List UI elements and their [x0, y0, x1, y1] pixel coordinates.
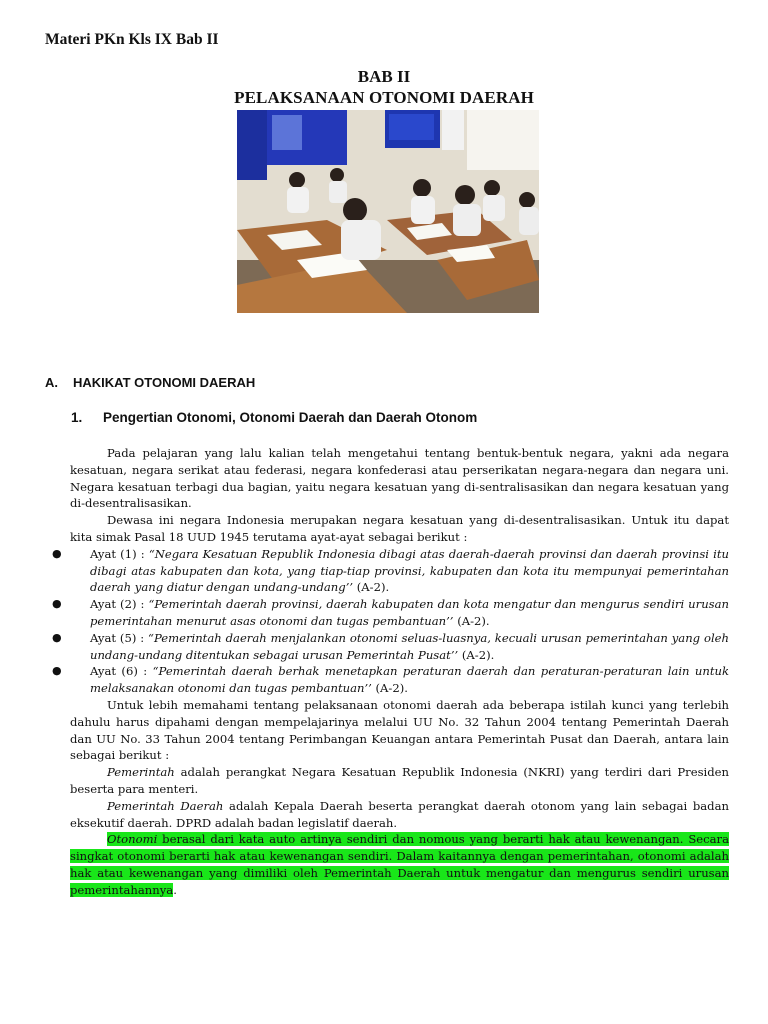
document-header: Materi PKn Kls IX Bab II	[45, 31, 219, 48]
list-item	[52, 630, 729, 664]
ayat-label: Ayat (1) :	[90, 546, 145, 561]
subsection-title: Pengertian Otonomi, Otonomi Daerah dan Daerah Otonom	[103, 410, 478, 425]
subsection-number: 1.	[71, 410, 83, 425]
ayat-label: Ayat (5) :	[90, 630, 145, 645]
definition-otonomi: berasal dari kata auto artinya sendiri dan nomous yang berarti hak atau kewenangan. Secara singkat otonomi berarti hak atau kewenangan sendiri. Dalam kaitannya dengan pemerintahan, otonomi adalah hak atau kewenangan yang dimiliki oleh Pemerintah Daerah untuk mengatur dan mengurus sendiri urusan pemerintahannya	[70, 832, 729, 897]
ayat-ref: (A-2).	[461, 647, 495, 662]
ayat-list	[52, 546, 729, 697]
classroom-photo	[237, 110, 539, 313]
ayat-text: “Pemerintah daerah berhak menetapkan peraturan daerah dan peraturan-peraturan lain untuk melaksanakan otonomi dan tugas pembantuan’’	[90, 664, 729, 696]
bullet-icon: ●	[52, 630, 62, 644]
section-a-heading	[45, 375, 255, 390]
ayat-ref: (A-2).	[356, 580, 390, 595]
paragraph-otonomi	[70, 831, 729, 898]
ayat-ref: (A-2).	[375, 681, 408, 696]
paragraph-1: Pada pelajaran yang lalu kalian telah mengetahui tentang bentuk-bentuk negara, yakni ada negara kesatuan, negara serikat atau federasi, negara konfederasi atau perserikatan negara-negara dan negara uni. Negara kesatuan terbagi dua bagian, yaitu negara kesatuan yang di-sentralisasikan dan negara kesatuan yang di-desentralisasikan.	[70, 446, 729, 511]
body-text	[52, 445, 729, 899]
section-letter: A.	[45, 375, 58, 390]
paragraph-pemerintah-daerah	[70, 798, 729, 832]
term-pemerintah-daerah: Pemerintah Daerah	[107, 798, 224, 813]
paragraph-2: Dewasa ini negara Indonesia merupakan negara kesatuan yang di-desentralisasikan. Untuk itu dapat kita simak Pasal 18 UUD 1945 terutama ayat-ayat sebagai berikut :	[70, 513, 729, 544]
chapter-title: PELAKSANAAN OTONOMI DAERAH	[234, 88, 534, 107]
bullet-icon: ●	[52, 664, 62, 678]
ayat-label: Ayat (6) :	[90, 664, 148, 679]
list-item	[52, 546, 729, 596]
bullet-icon: ●	[52, 597, 62, 611]
term-otonomi: Otonomi	[107, 832, 158, 847]
ayat-text: “Negara Kesatuan Republik Indonesia dibagi atas daerah-daerah provinsi dan daerah provinsi itu dibagi atas kabupaten dan kota, yang tiap-tiap provinsi, kabupaten dan kota itu mempunyai pemerintahan daerah yang diatur dengan undang-undang’’	[90, 546, 729, 595]
paragraph-pemerintah	[70, 764, 729, 798]
ayat-text: “Pemerintah daerah provinsi, daerah kabupaten dan kota mengatur dan mengurus sendiri urusan pemerintahan menurut asas otonomi dan tugas pembantuan’’	[90, 597, 729, 628]
bullet-icon: ●	[52, 546, 62, 560]
definition-end: .	[173, 882, 177, 897]
title-block	[0, 67, 768, 109]
term-pemerintah: Pemerintah	[107, 765, 175, 780]
ayat-ref: (A-2).	[457, 613, 490, 628]
subsection-1-heading	[71, 410, 477, 425]
ayat-text: “Pemerintah daerah menjalankan otonomi seluas-luasnya, kecuali urusan pemerintahan yang oleh undang-undang ditentukan sebagai urusan Pemerintah Pusat’’	[90, 630, 729, 662]
paragraph-3: Untuk lebih memahami tentang pelaksanaan otonomi daerah ada beberapa istilah kunci yang terlebih dahulu harus dipahami dengan mempelajarinya melalui UU No. 32 Tahun 2004 tentang Pemerintah Daerah dan UU No. 33 Tahun 2004 tentang Perimbangan Keuangan antara Pemerintah Pusat dan Daerah, antara lain sebagai berikut :	[70, 697, 729, 763]
definition-pemerintah: adalah perangkat Negara Kesatuan Republik Indonesia (NKRI) yang terdiri dari Presiden beserta para menteri.	[70, 765, 729, 796]
list-item	[52, 596, 729, 630]
highlighted-definition	[70, 832, 729, 896]
section-title: HAKIKAT OTONOMI DAERAH	[73, 375, 256, 390]
list-item	[52, 663, 729, 697]
ayat-label: Ayat (2) :	[90, 597, 145, 612]
definition-pemerintah-daerah: adalah Kepala Daerah beserta perangkat daerah otonom yang lain sebagai badan eksekutif daerah. DPRD adalah badan legislatif daerah.	[70, 798, 729, 830]
chapter-number: BAB II	[357, 67, 411, 86]
